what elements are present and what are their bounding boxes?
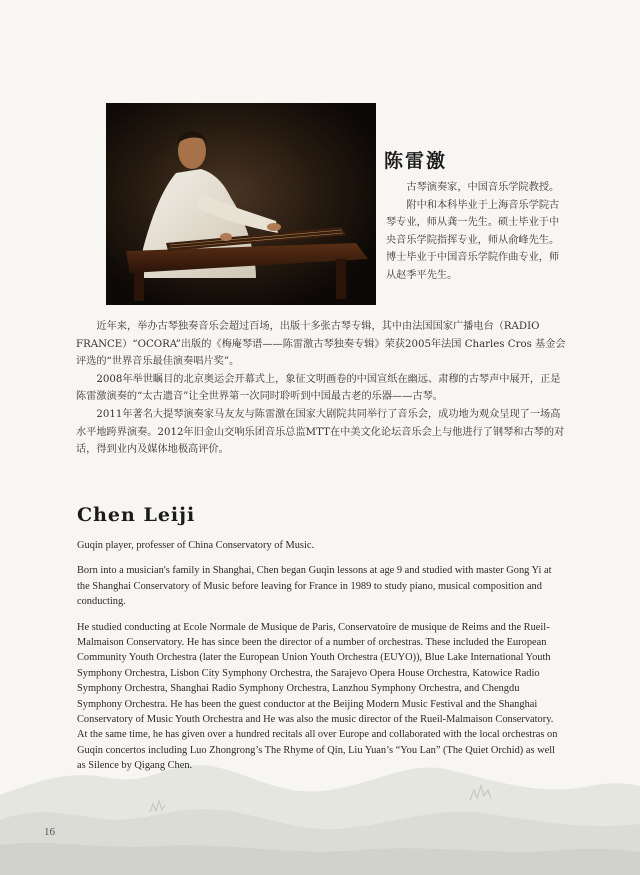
chinese-body-paragraph: 近年来，举办古琴独奏音乐会超过百场，出版十多张古琴专辑，其中由法国国家广播电台（RADIO FRANCE）“OCORA”出版的《梅庵琴谱——陈雷激古琴独奏专辑》荣获2005年法国 Charles Cros 基金会评选的“世界音乐最佳演奏唱片奖”。 (76, 321, 566, 368)
chinese-name-heading: 陈雷激 (384, 150, 448, 172)
chinese-intro-paragraph: 古琴演奏家，中国音乐学院教授。 (406, 182, 560, 193)
chinese-body-paragraph: 2008年举世瞩目的北京奥运会开幕式上，象征文明画卷的中国宣纸在幽远、肃穆的古琴声中展开，正是陈雷激演奏的“太古遗音”让全世界第一次同时聆听到中国最古老的乐器——古琴。 (76, 373, 561, 403)
english-name-heading: Chen Leiji (77, 504, 196, 526)
portrait-photo (106, 103, 376, 305)
page-number: 16 (44, 826, 55, 838)
english-paragraph: Born into a musician's family in Shanghai, Chen began Guqin lessons at age 9 and studied with master Gong Yi at the Shanghai Conservatory of Music before leaving for France in 1989 to study piano, musical composition and conducting. (77, 565, 552, 608)
chinese-body-paragraph: 2011年著名大提琴演奏家马友友与陈雷激在国家大剧院共同举行了音乐会，成功地为观众呈现了一场高水平地跨界演奏。2012年旧金山交响乐团音乐总监MTT在中美文化论坛音乐会上与他进行了钢琴和古琴的对话，得到业内及媒体地极高评价。 (76, 408, 565, 456)
english-paragraph: He studied conducting at Ecole Normale de Musique de Paris, Conservatoire de musique de Reims and the Rueil-Malmaison Conservatory. He has since been the director of a number of orchestras. These included the European Community Youth Orchestra (later the European Union Youth Orchestra (EUYO)), Blue Lake International Youth Symphony Orchestra, Lisbon City Symphony Orchestra, the Sarajevo Opera House Orchestra, Katowice Radio Symphony Orchestra, Shanghai Radio Symphony Orchestra, Lanzhou Symphony Orchestra, and Chengdu Symphony Orchestra. He has been the guest conductor at the Beijing Modern Music Festival and the Shanghai Conservatory of Music Youth Orchestra and He was also the music director of the Rueil-Malmaison Conservatory. At the same time, he has given over a hundred recitals all over Europe and collaborated with the local orchestras on Guqin concertos including Luo Zhongrong’s The Rhyme of Qin, Liu Yuan’s “You Lan” (The Quiet Orchid) as well as Silence by Qigang Chen. (77, 621, 558, 772)
chinese-intro (386, 179, 564, 285)
chinese-body (76, 318, 566, 459)
chinese-intro-paragraph: 附中和本科毕业于上海音乐学院古琴专业，师从龚一先生。硕士毕业于中央音乐学院指挥专业，师从俞峰先生。博士毕业于中国音乐学院作曲专业，师从赵季平先生。 (386, 199, 560, 281)
english-body (77, 538, 565, 784)
english-paragraph: Guqin player, professer of China Conservatory of Music. (77, 540, 315, 551)
